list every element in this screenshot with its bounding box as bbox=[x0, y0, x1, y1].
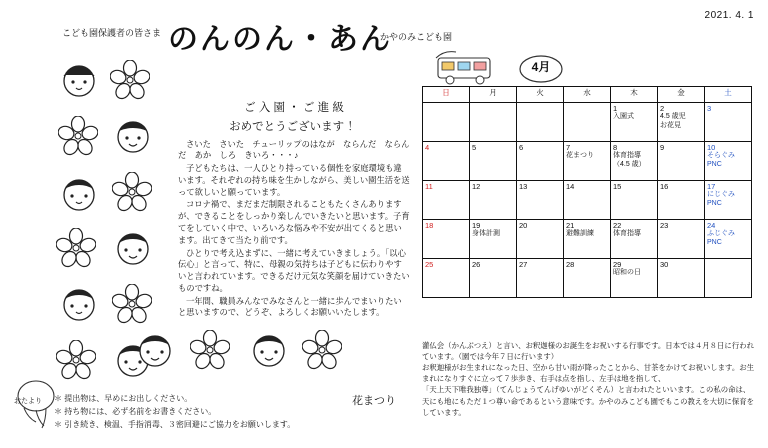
cherry-blossom-icon bbox=[56, 340, 96, 380]
cherry-blossom-icon bbox=[302, 330, 342, 370]
hanamatsuri-label: 花まつり bbox=[352, 395, 396, 407]
greeting-line-2: おめでとうございます ！ bbox=[229, 121, 359, 134]
weekday-header-fri: 金 bbox=[658, 87, 705, 103]
calendar-day-number: 5 bbox=[472, 143, 477, 152]
child-face-icon bbox=[110, 224, 156, 270]
cherry-blossom-icon bbox=[56, 228, 96, 268]
calendar-event: 入園式 bbox=[613, 113, 634, 121]
child-face-icon bbox=[56, 56, 102, 102]
calendar-day-cell[interactable] bbox=[470, 103, 517, 142]
explanation-paragraph-1: 灌仏会（かんぶつえ）と言い、お釈迦様のお誕生をお祝いする行事です。日本では４月８日に行われています。（園では今年７日に行います） bbox=[422, 341, 754, 362]
child-face-icon bbox=[56, 280, 102, 326]
calendar-day-cell[interactable] bbox=[658, 181, 705, 220]
calendar-event: にじぐみ bbox=[707, 191, 735, 199]
notice-item: ＊ 持ち物には、必ず名前をお書きください。 bbox=[54, 407, 217, 417]
calendar-day-number: 10 bbox=[707, 143, 716, 152]
calendar-event: ふじぐみ bbox=[707, 230, 735, 238]
calendar-day-cell[interactable] bbox=[658, 103, 705, 142]
calendar-day-cell[interactable] bbox=[658, 220, 705, 259]
child-face-icon bbox=[132, 326, 178, 372]
month-badge bbox=[518, 54, 564, 84]
calendar-day-number: 14 bbox=[566, 182, 575, 191]
calendar-day-cell[interactable] bbox=[423, 259, 470, 298]
calendar-event: そらぐみ bbox=[707, 152, 735, 160]
greeting-paragraph-3: ひとりで考え込まずに、一緒に考えていきましょう。「以心伝心」と言って、特に、母親の気持ちは子どもに伝わりやすいと言われています。できるだけ元気な笑顔を届けていきたいものですね。 bbox=[178, 247, 410, 293]
calendar-event: （4.5 歳） bbox=[613, 160, 646, 168]
calendar-day-number: 7 bbox=[566, 143, 571, 152]
calendar-body bbox=[423, 103, 752, 298]
calendar-day-number: 2 bbox=[660, 104, 665, 113]
calendar bbox=[422, 86, 752, 298]
stamp-label: おたより bbox=[14, 398, 42, 405]
cherry-blossom-icon bbox=[58, 116, 98, 156]
weekday-header-sat: 土 bbox=[705, 87, 752, 103]
calendar-day-cell[interactable] bbox=[517, 220, 564, 259]
calendar-day-number: 6 bbox=[519, 143, 524, 152]
greeting-paragraph-2: コロナ禍で、まだまだ制限されることもたくさんありますが、できることをしっかり楽しんでいきたいと思います。子育てをしていく中で、いろいろな悩みや不安が出てくると思います。出てきて当たり前です。 bbox=[178, 199, 410, 245]
greeting-paragraph-4: 一年間、職員みんなでみなさんと一緒に歩んでまいりたいと思いますので、どうぞ、よろしくお願いいたします。 bbox=[178, 295, 402, 318]
calendar-day-cell[interactable] bbox=[423, 181, 470, 220]
calendar-day-cell[interactable] bbox=[611, 259, 658, 298]
calendar-day-number: 16 bbox=[660, 182, 669, 191]
calendar-day-cell[interactable] bbox=[470, 181, 517, 220]
explanation-paragraph-2: お釈迦様がお生まれになった日、空から甘い雨が降ったことから、甘茶をかけてお祝いします。お生まれになりすぐに立って７歩歩き、右手は点を指し、左手は地を指して、 bbox=[422, 363, 754, 384]
calendar-day-cell[interactable] bbox=[705, 103, 752, 142]
calendar-day-cell[interactable] bbox=[705, 220, 752, 259]
calendar-day-cell[interactable] bbox=[517, 142, 564, 181]
calendar-day-cell[interactable] bbox=[658, 259, 705, 298]
hanamatsuri-explanation bbox=[422, 340, 756, 418]
calendar-day-number: 4 bbox=[425, 143, 430, 152]
calendar-day-cell[interactable] bbox=[611, 181, 658, 220]
notice-list bbox=[54, 392, 384, 432]
notice-item: ＊ 引き続き、検温、手指消毒、３密回避にご協力をお願いします。 bbox=[54, 420, 296, 430]
calendar-day-number: 8 bbox=[613, 143, 618, 152]
school-name: かやのみこども園 bbox=[380, 32, 453, 42]
calendar-day-cell[interactable] bbox=[564, 142, 611, 181]
calendar-event: お花見 bbox=[660, 121, 681, 129]
calendar-event: 体育指導 bbox=[613, 230, 641, 238]
calendar-day-number: 21 bbox=[566, 221, 575, 230]
calendar-week-row bbox=[423, 103, 752, 142]
calendar-day-number: 3 bbox=[707, 104, 712, 113]
calendar-day-cell[interactable] bbox=[611, 103, 658, 142]
calendar-day-number: 18 bbox=[425, 221, 434, 230]
calendar-week-row bbox=[423, 220, 752, 259]
calendar-day-cell[interactable] bbox=[611, 142, 658, 181]
calendar-day-cell[interactable] bbox=[423, 142, 470, 181]
cherry-blossom-icon bbox=[110, 60, 150, 100]
calendar-day-cell[interactable] bbox=[470, 142, 517, 181]
calendar-event: 身体計測 bbox=[472, 230, 500, 238]
calendar-day-number: 24 bbox=[707, 221, 716, 230]
calendar-day-number: 19 bbox=[472, 221, 481, 230]
calendar-day-cell[interactable] bbox=[611, 220, 658, 259]
calendar-event: 4.5 歳児 bbox=[660, 113, 686, 121]
calendar-day-number: 20 bbox=[519, 221, 528, 230]
child-face-icon bbox=[246, 326, 292, 372]
bus-illustration bbox=[428, 48, 506, 88]
calendar-day-cell[interactable] bbox=[705, 142, 752, 181]
explanation-paragraph-3: 「天上天下唯我独尊」（てんじょうてんげゆいがどくそん）と言われたといいます。この私の命は、天にも地にもただ１つ尊い命であるという意味です。かやのみこども園でもこの教えを大切に保育をしています。 bbox=[422, 385, 754, 417]
calendar-week-row bbox=[423, 142, 752, 181]
calendar-table bbox=[422, 86, 752, 298]
weekday-header-wed: 水 bbox=[564, 87, 611, 103]
weekday-header-mon: 月 bbox=[470, 87, 517, 103]
calendar-day-number: 26 bbox=[472, 260, 481, 269]
greeting-paragraph-1: 子どもたちは、一人ひとり持っている個性を家庭環境も違います。それぞれの持ち味を生かしながら、美しい園生活を送って欲しいと願っています。 bbox=[178, 163, 410, 197]
calendar-day-cell[interactable] bbox=[705, 259, 752, 298]
calendar-header-row bbox=[423, 87, 752, 103]
calendar-day-cell[interactable] bbox=[423, 220, 470, 259]
calendar-week-row bbox=[423, 259, 752, 298]
calendar-day-number: 11 bbox=[425, 182, 433, 191]
calendar-day-cell[interactable] bbox=[564, 103, 611, 142]
weekday-header-sun: 日 bbox=[423, 87, 470, 103]
calendar-event: PNC bbox=[707, 199, 722, 207]
cherry-blossom-icon bbox=[190, 330, 230, 370]
calendar-day-number: 27 bbox=[519, 260, 528, 269]
weekday-header-thu: 木 bbox=[611, 87, 658, 103]
calendar-event: PNC bbox=[707, 238, 722, 246]
weekday-header-tue: 火 bbox=[517, 87, 564, 103]
calendar-day-cell[interactable] bbox=[470, 220, 517, 259]
calendar-day-number: 13 bbox=[519, 182, 528, 191]
calendar-day-cell[interactable] bbox=[705, 181, 752, 220]
greeting-line-1: ご 入 園 ・ ご 進 級 bbox=[244, 102, 344, 114]
calendar-day-number: 9 bbox=[660, 143, 665, 152]
cherry-blossom-icon bbox=[112, 284, 152, 324]
audience-label: こども園保護者の皆さま bbox=[62, 28, 162, 38]
calendar-day-cell[interactable] bbox=[470, 259, 517, 298]
child-face-icon bbox=[56, 170, 102, 216]
calendar-day-number: 29 bbox=[613, 260, 622, 269]
calendar-day-cell[interactable] bbox=[564, 181, 611, 220]
calendar-day-cell[interactable] bbox=[517, 181, 564, 220]
notice-item: ＊ 提出物は、早めにお出しください。 bbox=[54, 394, 193, 403]
calendar-day-number: 22 bbox=[613, 221, 622, 230]
calendar-day-cell[interactable] bbox=[517, 103, 564, 142]
greeting-poem: さいた さいた チューリップのはなが ならんだ ならんだ あか しろ きいろ・・・♪ bbox=[178, 138, 410, 161]
calendar-day-number: 30 bbox=[660, 260, 669, 269]
calendar-event: 花まつり bbox=[566, 152, 594, 160]
month-label: 4月 bbox=[531, 60, 551, 74]
calendar-event: 昭和の日 bbox=[613, 269, 641, 277]
calendar-day-number: 12 bbox=[472, 182, 481, 191]
calendar-day-cell[interactable] bbox=[564, 220, 611, 259]
calendar-day-number: 23 bbox=[660, 221, 669, 230]
calendar-day-number: 17 bbox=[707, 182, 716, 191]
calendar-event: PNC bbox=[707, 160, 722, 168]
calendar-day-cell[interactable] bbox=[658, 142, 705, 181]
calendar-day-number: 28 bbox=[566, 260, 575, 269]
issue-date: 2021. 4. 1 bbox=[704, 10, 754, 21]
calendar-day-cell[interactable] bbox=[564, 259, 611, 298]
calendar-day-cell[interactable] bbox=[423, 103, 470, 142]
calendar-event: 避難訓練 bbox=[566, 230, 594, 238]
calendar-event: 体育指導 bbox=[613, 152, 641, 160]
calendar-day-number: 1 bbox=[613, 104, 618, 113]
child-face-icon bbox=[110, 112, 156, 158]
greeting-message bbox=[178, 100, 410, 320]
calendar-day-number: 25 bbox=[425, 260, 434, 269]
page-title: のんのん・あん bbox=[168, 22, 392, 57]
calendar-day-number: 15 bbox=[613, 182, 622, 191]
calendar-day-cell[interactable] bbox=[517, 259, 564, 298]
cherry-blossom-icon bbox=[112, 172, 152, 212]
calendar-week-row bbox=[423, 181, 752, 220]
